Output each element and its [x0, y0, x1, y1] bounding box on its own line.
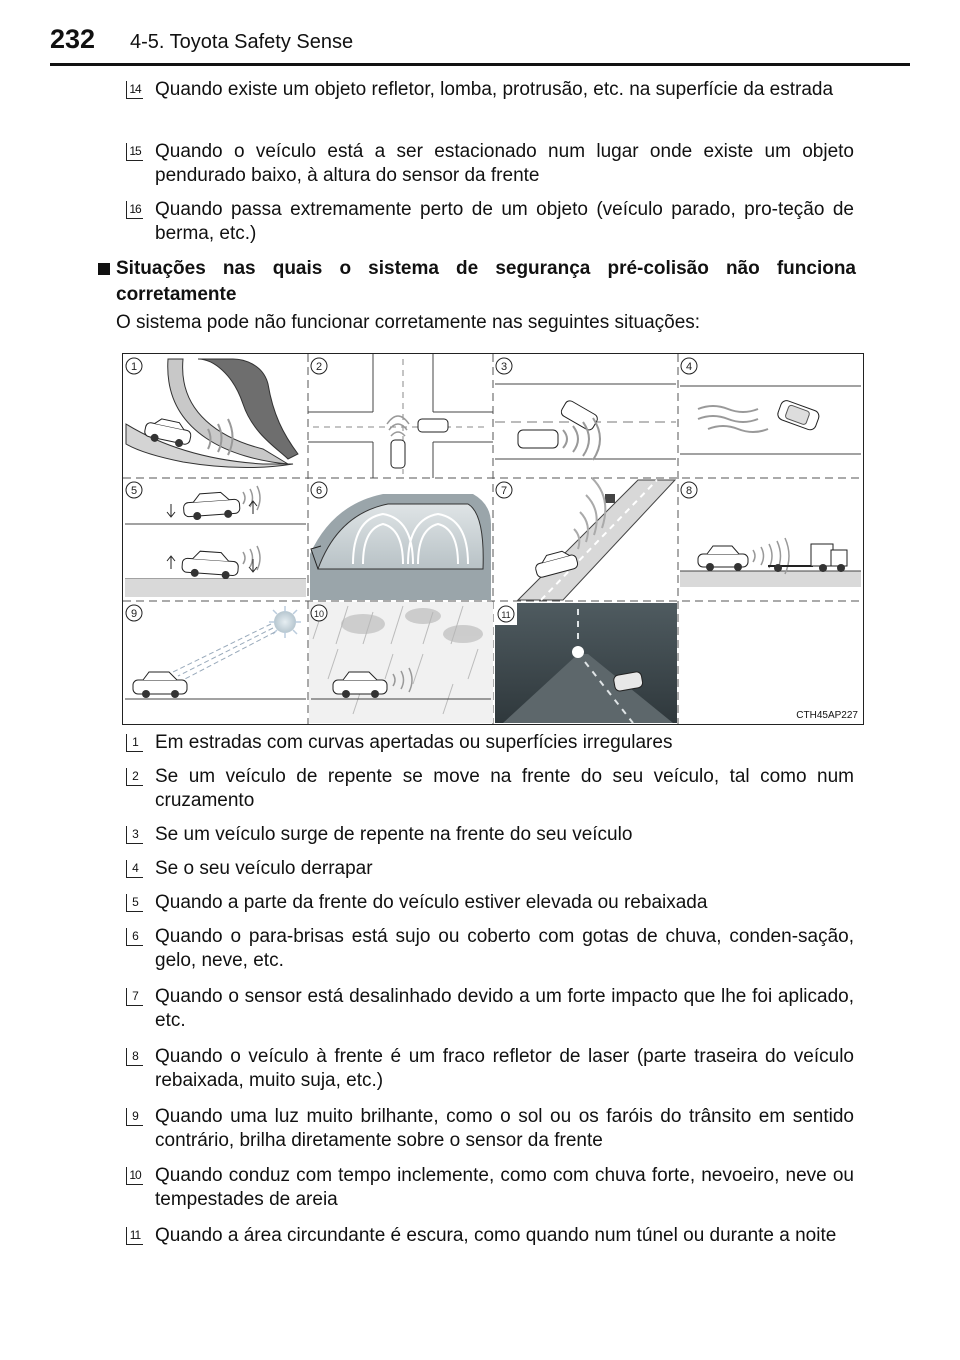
item-text: Quando existe um objeto refletor, lomba, protrusão, etc. na superfície da estrada	[155, 79, 834, 100]
panel-8-trailer	[680, 538, 861, 587]
item-text: Quando a parte da frente do veículo estiver elevada ou rebaixada	[155, 892, 708, 913]
panel-3-cut-in	[495, 384, 676, 460]
item-text: Quando passa extremamente perto de um objeto (veículo parado, pro-teção de berma, etc.)	[155, 199, 854, 244]
item-number: 4	[126, 860, 143, 878]
item-text: Em estradas com curvas apertadas ou superfícies irregulares	[155, 732, 673, 753]
panel-label	[681, 358, 697, 374]
panel-label-text: 4	[685, 361, 693, 373]
item-text: Quando o veículo está a ser estacionado num lugar onde existe um objeto pendurado baixo, à altura do sensor da frente	[155, 141, 854, 186]
panel-9-sun	[125, 606, 306, 722]
panel-6-windshield	[310, 494, 491, 600]
panel-label	[681, 482, 697, 498]
item-number: 14	[126, 81, 143, 99]
figure-code: CTH45AP227	[796, 710, 858, 721]
item-text: Quando o veículo à frente é um fraco refletor de laser (parte traseira do veículo rebaixada, muito suja, etc.)	[155, 1046, 854, 1091]
header-rule	[50, 63, 910, 66]
item-number: 15	[126, 143, 143, 161]
section-intro: O sistema pode não funcionar corretamente nas seguintes situações:	[116, 312, 701, 333]
panel-label	[126, 605, 142, 621]
panel-7-misaligned	[518, 478, 675, 600]
panel-label-text: 1	[130, 361, 138, 373]
panel-label	[311, 482, 327, 498]
item-text: Se um veículo surge de repente na frente do seu veículo	[155, 824, 633, 845]
item-text: Se o seu veículo derrapar	[155, 858, 373, 879]
panel-label-text: 6	[315, 485, 323, 497]
panel-label-text: 10	[313, 609, 325, 619]
panel-label	[126, 358, 142, 374]
item-text: Quando o sensor está desalinhado devido a um forte impacto que lhe foi aplicado, etc.	[155, 986, 854, 1031]
panel-label-text: 2	[315, 361, 323, 373]
panel-label-text: 11	[501, 610, 511, 620]
panel-11-tunnel	[495, 603, 677, 723]
panel-label	[496, 358, 512, 374]
item-number: 6	[126, 928, 143, 946]
panel-label	[311, 358, 327, 374]
panel-2-intersection	[308, 354, 493, 478]
panel-label	[495, 603, 517, 625]
item-number: 5	[126, 894, 143, 912]
item-number: 16	[126, 201, 143, 219]
item-number: 2	[126, 768, 143, 786]
item-text: Quando conduz com tempo inclemente, como com chuva forte, nevoeiro, neve ou tempestades de areia	[155, 1165, 854, 1210]
figure-illustration	[123, 354, 863, 724]
panel-label-text: 8	[685, 485, 693, 497]
item-text: Quando o para-brisas está sujo ou coberto com gotas de chuva, conden-sação, gelo, neve, etc.	[155, 926, 854, 971]
item-text: Quando a área circundante é escura, como quando num túnel ou durante a noite	[155, 1225, 837, 1246]
section-title: Situações nas quais o sistema de segurança pré-colisão não funciona corretamente	[116, 258, 856, 305]
item-number: 8	[126, 1048, 143, 1066]
item-number: 1	[126, 734, 143, 752]
panel-5-raised-lowered	[125, 486, 306, 597]
panel-label	[496, 482, 512, 498]
item-text: Quando uma luz muito brilhante, como o sol ou os faróis do trânsito em sentido contrário, brilha diretamente sobre o sensor da frente	[155, 1106, 854, 1151]
panel-label-text: 5	[130, 485, 138, 497]
panel-4-skid	[680, 386, 861, 454]
panel-10-rain	[309, 602, 493, 723]
item-number: 10	[126, 1167, 143, 1185]
panel-label	[126, 482, 142, 498]
panel-1-curve	[126, 359, 298, 468]
item-text: Se um veículo de repente se move na frente do seu veículo, tal como num cruzamento	[155, 766, 854, 811]
item-number: 7	[126, 988, 143, 1006]
panel-label-text: 3	[500, 361, 508, 373]
panel-label-text: 7	[500, 485, 508, 497]
panel-label-text: 9	[130, 608, 138, 620]
situations-figure	[122, 353, 864, 725]
section-bullet-icon	[98, 263, 110, 275]
section-header: 4-5. Toyota Safety Sense	[130, 31, 354, 53]
item-number: 3	[126, 826, 143, 844]
item-number: 9	[126, 1108, 143, 1126]
panel-label	[311, 605, 327, 621]
page-number: 232	[50, 24, 96, 54]
item-number: 11	[126, 1227, 143, 1245]
